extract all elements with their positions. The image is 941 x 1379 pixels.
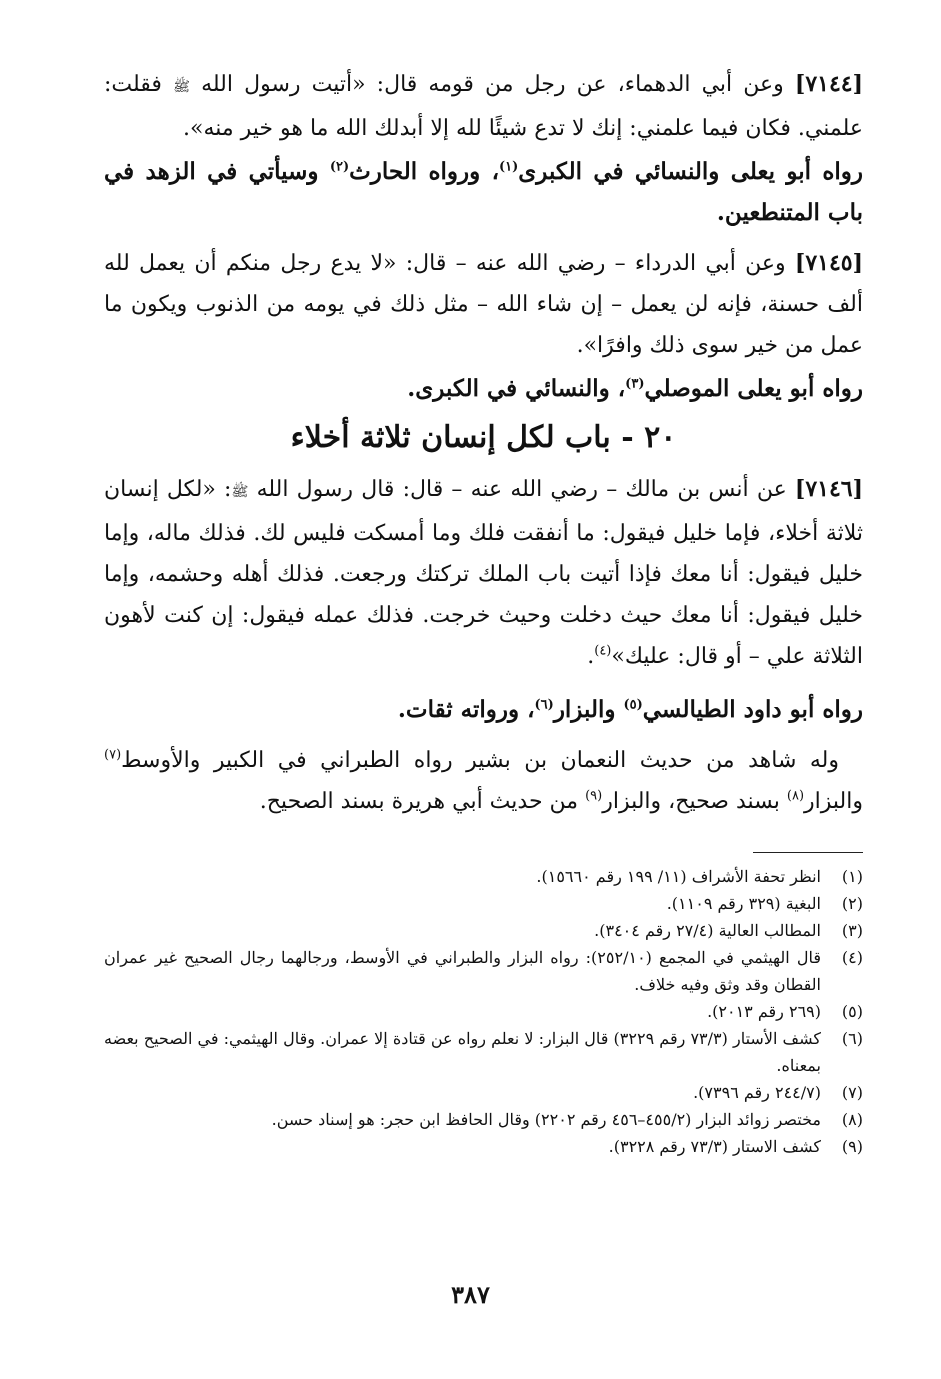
narration-text: رواه أبو داود الطيالسي	[642, 696, 863, 723]
footnote-ref[interactable]: (٢)	[329, 159, 350, 175]
footnote-number: (٢)	[841, 894, 863, 913]
footnote-number: (٧)	[841, 1083, 863, 1102]
hadith-7146	[104, 469, 863, 677]
footnote-ref[interactable]: (٧)	[104, 747, 122, 763]
honorific-glyph: ﷺ	[231, 484, 249, 500]
narration-text: وسيأتي في الزهد في باب المتنطعين.	[104, 158, 863, 226]
chapter-heading: ٢٠ - باب لكل إنسان ثلاثة أخلاء	[290, 420, 677, 455]
footnote-text: مختصر زوائد البزار (٤٥٥/٢–٤٥٦ رقم ٢٢٠٢) وقال الحافظ ابن حجر: هو إسناد حسن.	[271, 1110, 821, 1129]
hadith-number: [٧١٤٦]	[794, 476, 863, 502]
narration-text: ، ورواه الحارث	[349, 158, 499, 185]
footnotes	[104, 863, 863, 1160]
narration-note-7144	[104, 151, 863, 233]
footnote-text: كشف الأستار (٧٣/٣ رقم ٣٢٢٩) قال البزار: لا نعلم رواه عن قتادة إلا عمران. وقال الهيثمي: في الصحيح بعضه بمعناه.	[104, 1029, 821, 1075]
footnote-item	[104, 917, 863, 944]
footnote-item	[104, 944, 863, 998]
evidence-text: والبزار	[804, 789, 863, 814]
footnote-ref[interactable]: (٨)	[786, 788, 805, 804]
footnote-number: (٨)	[841, 1110, 863, 1129]
footnote-item	[104, 1133, 863, 1160]
evidence-text: وله شاهد من حديث النعمان بن بشير رواه الطبراني في الكبير والأوسط	[121, 748, 839, 773]
supporting-evidence-paragraph	[104, 740, 863, 822]
footnote-divider	[753, 852, 863, 853]
hadith-number: [٧١٤٥]	[794, 250, 863, 276]
footnote-number: (٩)	[841, 1137, 863, 1156]
honorific-glyph: ﷺ	[173, 79, 190, 95]
footnote-item	[104, 890, 863, 917]
footnote-text: (٢٦٩ رقم ٢٠١٣).	[707, 1002, 821, 1021]
footnote-item	[104, 1079, 863, 1106]
evidence-text: من حديث أبي هريرة بسند الصحيح.	[259, 789, 586, 814]
footnote-item	[104, 1025, 863, 1079]
hadith-number: [٧١٤٤]	[794, 71, 863, 97]
narration-text: رواه أبو يعلى والنسائي في الكبرى	[518, 158, 863, 185]
hadith-text: وعن أبي الدرداء – رضي الله عنه – قال: «لا يدع رجل منكم أن يعمل لله ألف حسنة، فإنه لن يعمل – إن شاء الله – مثل ذلك في يومه من الذنوب ويكون ما عمل من خير سوى ذلك وافرًا».	[104, 251, 863, 358]
footnote-text: كشف الاستار (٧٣/٣ رقم ٣٢٢٨).	[608, 1137, 821, 1156]
footnote-text: (٢٤٤/٧ رقم ٧٣٩٦).	[693, 1083, 821, 1102]
narration-text: والبزار	[553, 696, 624, 723]
footnote-ref[interactable]: (٣)	[625, 376, 645, 392]
footnote-item	[104, 998, 863, 1025]
footnote-ref[interactable]: (٦)	[534, 697, 554, 713]
footnote-number: (٥)	[841, 1002, 863, 1021]
footnote-number: (٦)	[841, 1029, 863, 1048]
narration-note-7146	[104, 689, 863, 730]
hadith-text: عن أنس بن مالك – رضي الله عنه – قال: قال رسول الله	[248, 477, 795, 502]
narration-note-7145	[104, 368, 863, 409]
footnote-ref[interactable]: (٥)	[623, 697, 643, 713]
hadith-text: فقلت: علمني. فكان فيما علمني: إنك لا تدع شيئًا لله إلا أبدلك الله ما هو خير منه».	[104, 72, 863, 141]
footnote-text: قال الهيثمي في المجمع (٢٥٢/١٠): رواه البزار والطبراني في الأوسط، ورجالهما رجال الصحيح غير عمران القطان وقد وثق وفيه خلاف.	[104, 948, 821, 994]
evidence-text: بسند صحيح، والبزار	[602, 789, 787, 814]
hadith-7145	[104, 243, 863, 366]
footnote-text: انظر تحفة الأشراف (١١/ ١٩٩ رقم ١٥٦٦٠).	[536, 867, 821, 886]
footnote-ref[interactable]: (٤)	[594, 643, 612, 659]
page-number: ٣٨٧	[451, 1280, 490, 1309]
footnote-text: المطالب العالية (٢٧/٤ رقم ٣٤٠٤).	[594, 921, 821, 940]
footnote-item	[104, 863, 863, 890]
footnote-number: (٣)	[841, 921, 863, 940]
hadith-text: : «لكل إنسان ثلاثة أخلاء، فإما خليل فيقول: ما أنفقت فلك وما أمسكت فليس لك. فذلك ماله، وإما خليل فيقول: أنا معك فإذا أتيت باب الملك تركتك ورجعت. فذلك أهله وحشمه، وإما خليل فيقول: أنا معك حيث دخلت وحيث خرجت. فذلك عمله فيقول: إن كنت لأهون الثلاثة علي – أو قال: عليك»	[104, 477, 863, 669]
narration-text: رواه أبو يعلى الموصلي	[644, 375, 863, 402]
footnote-number: (٤)	[841, 948, 863, 967]
narration-text: ، ورواته ثقات.	[397, 696, 535, 723]
hadith-7144	[104, 64, 863, 149]
footnote-number: (١)	[841, 867, 863, 886]
hadith-text: وعن أبي الدهماء، عن رجل من قومه قال: «أتيت رسول الله	[189, 72, 795, 97]
hadith-text: .	[587, 644, 595, 669]
footnote-text: البغية (٣٢٩ رقم ١١٠٩).	[666, 894, 821, 913]
narration-text: ، والنسائي في الكبرى.	[407, 375, 626, 402]
footnote-ref[interactable]: (٩)	[585, 788, 603, 804]
footnote-ref[interactable]: (١)	[499, 159, 519, 175]
footnote-item	[104, 1106, 863, 1133]
